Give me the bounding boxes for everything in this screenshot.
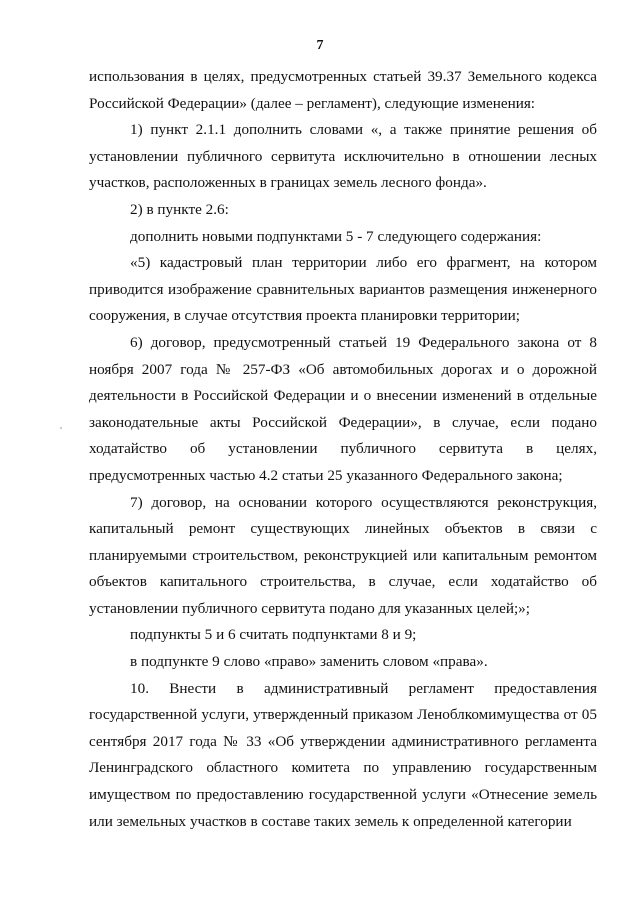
paragraph-add-subitems: дополнить новыми подпунктами 5 - 7 следующего содержания: [130, 227, 542, 245]
scan-speck [60, 427, 62, 429]
page-number: 7 [316, 38, 324, 53]
document-body [89, 64, 597, 835]
paragraph-subitem-5: «5) кадастровый план территории либо его фрагмент, на котором приводится изображение сравнительных вариантов размещения инженерного сооружения, в случае отсутствия проекта планировки территории; [89, 254, 597, 325]
paragraph-subitem-6: 6) договор, предусмотренный статьей 19 Федерального закона от 8 ноября 2007 года № 257-ФЗ «Об автомобильных дорогах и о дорожной деятельности в Российской Федерации и о внесении изменений в отдельные законодательные акты Российской Федерации», в случае, если подано ходатайство об установлении публичного сервитута в целях, предусмотренных частью 4.2 статьи 25 указанного Федерального закона; [89, 333, 597, 484]
paragraph-renumber: подпункты 5 и 6 считать подпунктами 8 и 9; [130, 626, 417, 644]
paragraph-item-1: 1) пункт 2.1.1 дополнить словами «, а также принятие решения об установлении публичного сервитута исключительно в отношении лесных участков, расположенных в границах земель лесного фонда». [89, 121, 597, 192]
paragraph-continuation: использования в целях, предусмотренных статьей 39.37 Земельного кодекса Российской Федерации» (далее – регламент), следующие изменения: [89, 68, 597, 112]
paragraph-item-2: 2) в пункте 2.6: [130, 200, 229, 218]
paragraph-subitem-7: 7) договор, на основании которого осуществляются реконструкция, капитальный ремонт существующих линейных объектов в связи с планируемыми строительством, реконструкцией или капитальным ремонтом объектов капитального строительства, в случае, если ходатайство об установлении публичного сервитута подано для указанных целей;»; [89, 493, 597, 617]
paragraph-replace-word: в подпункте 9 слово «право» заменить словом «права». [130, 653, 488, 671]
paragraph-item-10: 10. Внести в административный регламент предоставления государственной услуги, утвержденный приказом Леноблкомимущества от 05 сентября 2017 года № 33 «Об утверждении административного регламента Ленинградского областного комитета по управлению государственным имуществом по предоставлению государственной услуги «Отнесение земель или земельных участков в составе таких земель к определенной категории [89, 679, 597, 830]
